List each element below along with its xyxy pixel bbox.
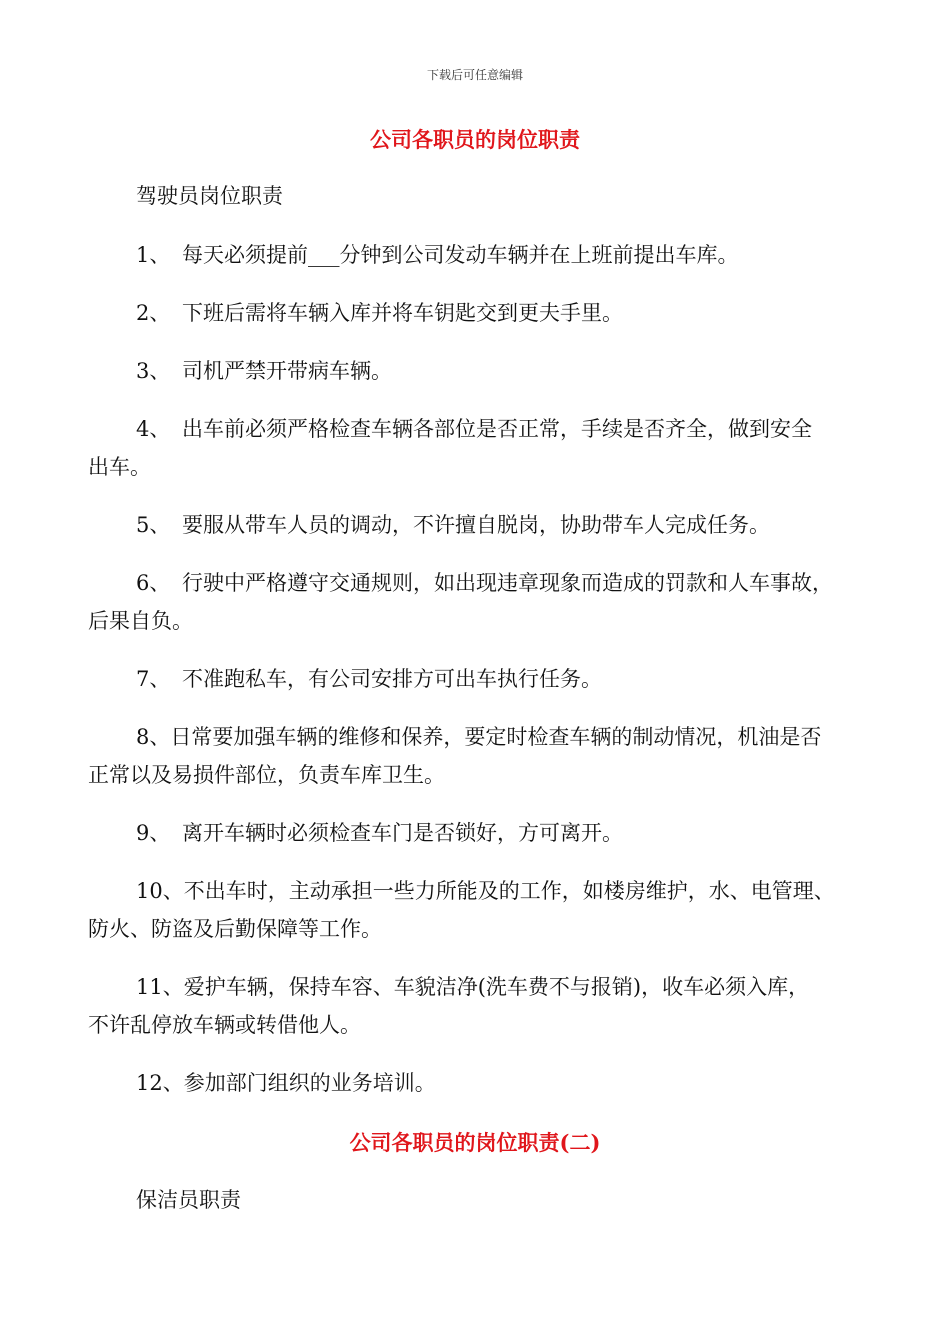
list-item: 11、爱护车辆，保持车容、车貌洁净(洗车费不与报销)，收车必须入库， (136, 975, 810, 999)
list-item (136, 300, 866, 326)
document-title-2: 公司各职员的岗位职责(二) (349, 1130, 601, 1155)
list-item (136, 358, 866, 384)
list-item (136, 820, 866, 846)
list-item: 12、参加部门组织的业务培训。 (136, 1071, 436, 1095)
item-text: 出车前必须严格检查车辆各部位是否正常，手续是否齐全，做到安全 (182, 417, 812, 441)
item-number: 3、 (136, 359, 171, 383)
list-item: 8、日常要加强车辆的维修和保养，要定时检查车辆的制动情况，机油是否 (136, 725, 822, 749)
item-text: 行驶中严格遵守交通规则，如出现违章现象而造成的罚款和人车事故， (182, 571, 833, 595)
item-text: 司机严禁开带病车辆。 (182, 359, 392, 383)
item-text: 要服从带车人员的调动，不许擅自脱岗，协助带车人完成任务。 (182, 513, 770, 537)
list-item (136, 242, 866, 268)
list-item (136, 416, 866, 442)
item-text: 离开车辆时必须检查车门是否锁好，方可离开。 (182, 821, 623, 845)
section-heading-driver: 驾驶员岗位职责 (136, 184, 283, 208)
item-number: 2、 (136, 301, 171, 325)
item-text-continuation: 防火、防盗及后勤保障等工作。 (88, 917, 382, 941)
list-item: 10、不出车时，主动承担一些力所能及的工作，如楼房维护，水、电管理、 (136, 879, 835, 903)
item-number: 7、 (136, 667, 171, 691)
section-heading-cleaner: 保洁员职责 (136, 1188, 241, 1212)
item-text: 下班后需将车辆入库并将车钥匙交到更夫手里。 (182, 301, 623, 325)
item-number: 4、 (136, 417, 171, 441)
list-item (136, 512, 866, 538)
item-text: 每天必须提前___分钟到公司发动车辆并在上班前提出车库。 (182, 243, 739, 267)
item-text-continuation: 后果自负。 (88, 609, 193, 633)
list-item (136, 570, 866, 596)
list-item (136, 666, 866, 692)
item-number: 9、 (136, 821, 171, 845)
item-number: 5、 (136, 513, 171, 537)
item-number: 6、 (136, 571, 171, 595)
item-text-continuation: 不许乱停放车辆或转借他人。 (88, 1013, 361, 1037)
header-note: 下载后可任意编辑 (426, 68, 523, 82)
item-text-continuation: 出车。 (88, 455, 151, 479)
item-text-continuation: 正常以及易损件部位，负责车库卫生。 (88, 763, 445, 787)
item-text: 不准跑私车，有公司安排方可出车执行任务。 (182, 667, 602, 691)
document-title: 公司各职员的岗位职责 (370, 127, 580, 152)
item-number: 1、 (136, 243, 171, 267)
